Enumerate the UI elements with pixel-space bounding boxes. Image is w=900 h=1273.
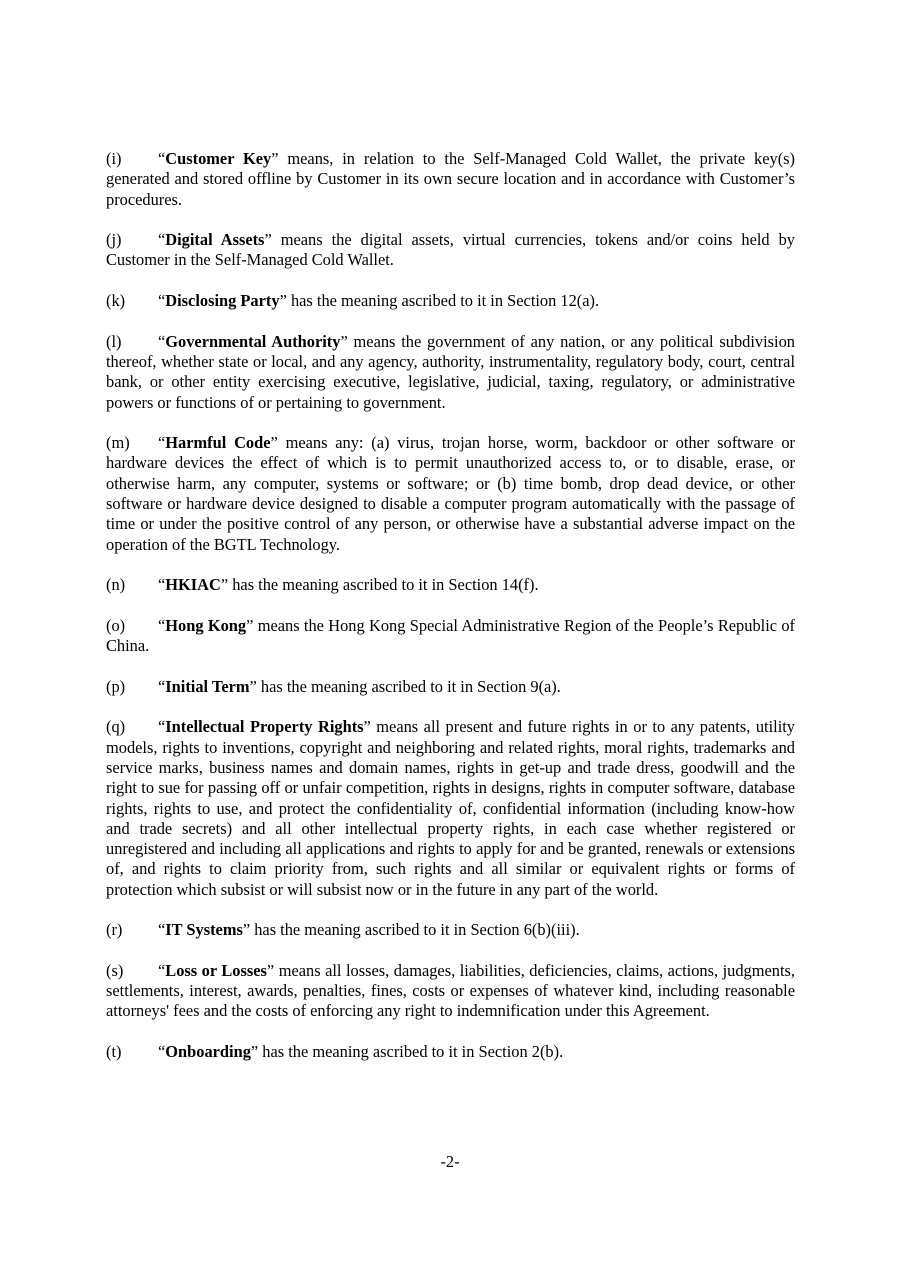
definition-q: (q) “Intellectual Property Rights” means all present and future rights in or to any patents, utility models, rights to inventions, copyright and neighboring and related rights, moral rights, trademarks and service marks, business names and domain names, rights in get-up and trade dress, goodwill and the right to sue for passing off or unfair competition, rights in designs, rights in computer software, database rights, rights to use, and protect the confidentiality of, confidential information (including know-how and trade secrets) and all other intellectual property rights, in each case whether registered or unregistered and including all applications and rights to apply for and be granted, renewals or extensions of, and rights to claim priority from, such rights and all similar or equivalent rights or forms of protection which subsist or will subsist now or in the future in any part of the world. (106, 717, 795, 899)
definition-label: (m) (106, 433, 130, 453)
definition-label: (o) (106, 615, 126, 635)
definition-label: (n) (106, 575, 126, 595)
definition-text: means, in relation to the Self-Managed Cold Wallet, the private key(s) generated and stored offline by Customer in its own secure location and in accordance with Customer’s procedures. (106, 149, 795, 209)
defined-term: Harmful Code (165, 433, 271, 453)
defined-term: Disclosing Party (165, 291, 280, 311)
definition-text: has the meaning ascribed to it in Section 14(f). (228, 575, 539, 595)
defined-term: Initial Term (165, 676, 250, 696)
definition-text: has the meaning ascribed to it in Section 9(a). (256, 676, 561, 696)
definition-label: (j) (106, 230, 122, 250)
defined-term: Digital Assets (165, 230, 265, 250)
definition-text: has the meaning ascribed to it in Section 2(b). (258, 1042, 564, 1062)
definition-text: means the digital assets, virtual currencies, tokens and/or coins held by Customer in the Self-Managed Cold Wallet. (106, 230, 795, 270)
definition-label: (k) (106, 291, 126, 311)
definition-text: has the meaning ascribed to it in Section 6(b)(iii). (250, 920, 580, 940)
definition-label: (s) (106, 960, 124, 980)
definition-r: (r) “IT Systems” has the meaning ascribed to it in Section 6(b)(iii). (106, 920, 580, 940)
definition-text: means the government of any nation, or any political subdivision thereof, whether state or local, and any agency, authority, instrumentality, regulatory body, court, central bank, or other entity exercising executive, legislative, judicial, taxing, regulatory, or administrative powers or functions of or pertaining to government. (106, 331, 795, 412)
definitions-list (106, 149, 795, 1083)
definition-label: (q) (106, 717, 126, 737)
definition-k: (k) “Disclosing Party” has the meaning ascribed to it in Section 12(a). (106, 291, 600, 311)
defined-term: Hong Kong (165, 615, 247, 635)
defined-term: Onboarding (165, 1042, 251, 1062)
definition-p: (p) “Initial Term” has the meaning ascribed to it in Section 9(a). (106, 676, 561, 696)
defined-term: Customer Key (165, 149, 272, 168)
definition-text: has the meaning ascribed to it in Section 12(a). (286, 291, 600, 311)
definition-label: (p) (106, 676, 126, 696)
defined-term: Intellectual Property Rights (165, 717, 364, 737)
defined-term: Loss or Losses (165, 960, 267, 980)
definition-s: (s) “Loss or Losses” means all losses, damages, liabilities, deficiencies, claims, actions, judgments, settlements, interest, awards, penalties, fines, costs or expenses of whatever kind, including reasonable attorneys' fees and the costs of enforcing any right to indemnification under this Agreement. (106, 960, 795, 1021)
definition-text: means all losses, damages, liabilities, deficiencies, claims, actions, judgments, settlements, interest, awards, penalties, fines, costs or expenses of whatever kind, including reasonable attorneys' fees and the costs of enforcing any right to indemnification under this Agreement. (106, 960, 795, 1021)
defined-term: HKIAC (165, 575, 221, 595)
defined-term: IT Systems (165, 920, 243, 940)
definition-label: (l) (106, 331, 122, 351)
definition-n: (n) “HKIAC” has the meaning ascribed to it in Section 14(f). (106, 575, 539, 595)
definition-i: (i) “Customer Key” means, in relation to the Self-Managed Cold Wallet, the private key(s) generated and stored offline by Customer in its own secure location and in accordance with Customer’s procedures. (106, 149, 795, 209)
definition-o: (o) “Hong Kong” means the Hong Kong Special Administrative Region of the People’s Republic of China. (106, 615, 795, 656)
definition-label: (t) (106, 1042, 122, 1062)
definition-l: (l) “Governmental Authority” means the government of any nation, or any political subdivision thereof, whether state or local, and any agency, authority, instrumentality, regulatory body, court, central bank, or other entity exercising executive, legislative, judicial, taxing, regulatory, or administrative powers or functions of or pertaining to government. (106, 331, 795, 412)
page-number: -2- (440, 1152, 460, 1171)
definition-text: means any: (a) virus, trojan horse, worm, backdoor or other software or hardware devices the effect of which is to permit unauthorized access to, or to disable, erase, or otherwise harm, any computer, systems or software; or (b) time bomb, drop dead device, or other software or hardware device designed to disable a computer program automatically with the passage of time or under the positive control of any person, or otherwise have a substantial adverse impact on the operation of the BGTL Technology. (106, 433, 795, 554)
definition-j: (j) “Digital Assets” means the digital assets, virtual currencies, tokens and/or coins held by Customer in the Self-Managed Cold Wallet. (106, 230, 795, 270)
definition-t: (t) “Onboarding” has the meaning ascribed to it in Section 2(b). (106, 1042, 564, 1062)
definition-label: (r) (106, 920, 123, 940)
definition-text: means the Hong Kong Special Administrative Region of the People’s Republic of China. (106, 615, 795, 656)
definition-m: (m) “Harmful Code” means any: (a) virus, trojan horse, worm, backdoor or other software or hardware devices the effect of which is to permit unauthorized access to, or to disable, erase, or otherwise harm, any computer, systems or software; or (b) time bomb, drop dead device, or other software or hardware device designed to disable a computer program automatically with the passage of time or under the positive control of any person, or otherwise have a substantial adverse impact on the operation of the BGTL Technology. (106, 433, 795, 554)
definition-text: means all present and future rights in or to any patents, utility models, rights to inventions, copyright and neighboring and related rights, moral rights, trademarks and service marks, business names and domain names, rights in get-up and trade dress, goodwill and the right to sue for passing off or unfair competition, rights in designs, rights in computer software, database rights, rights to use, and protect the confidentiality of, confidential information (including know-how and trade secrets) and all other intellectual property rights, in each case whether registered or unregistered and including all applications and rights to apply for and be granted, renewals or extensions of, and rights to claim priority from, such rights and all similar or equivalent rights or forms of protection which subsist or will subsist now or in the future in any part of the world. (106, 717, 795, 899)
definition-label: (i) (106, 149, 122, 168)
defined-term: Governmental Authority (165, 331, 341, 351)
